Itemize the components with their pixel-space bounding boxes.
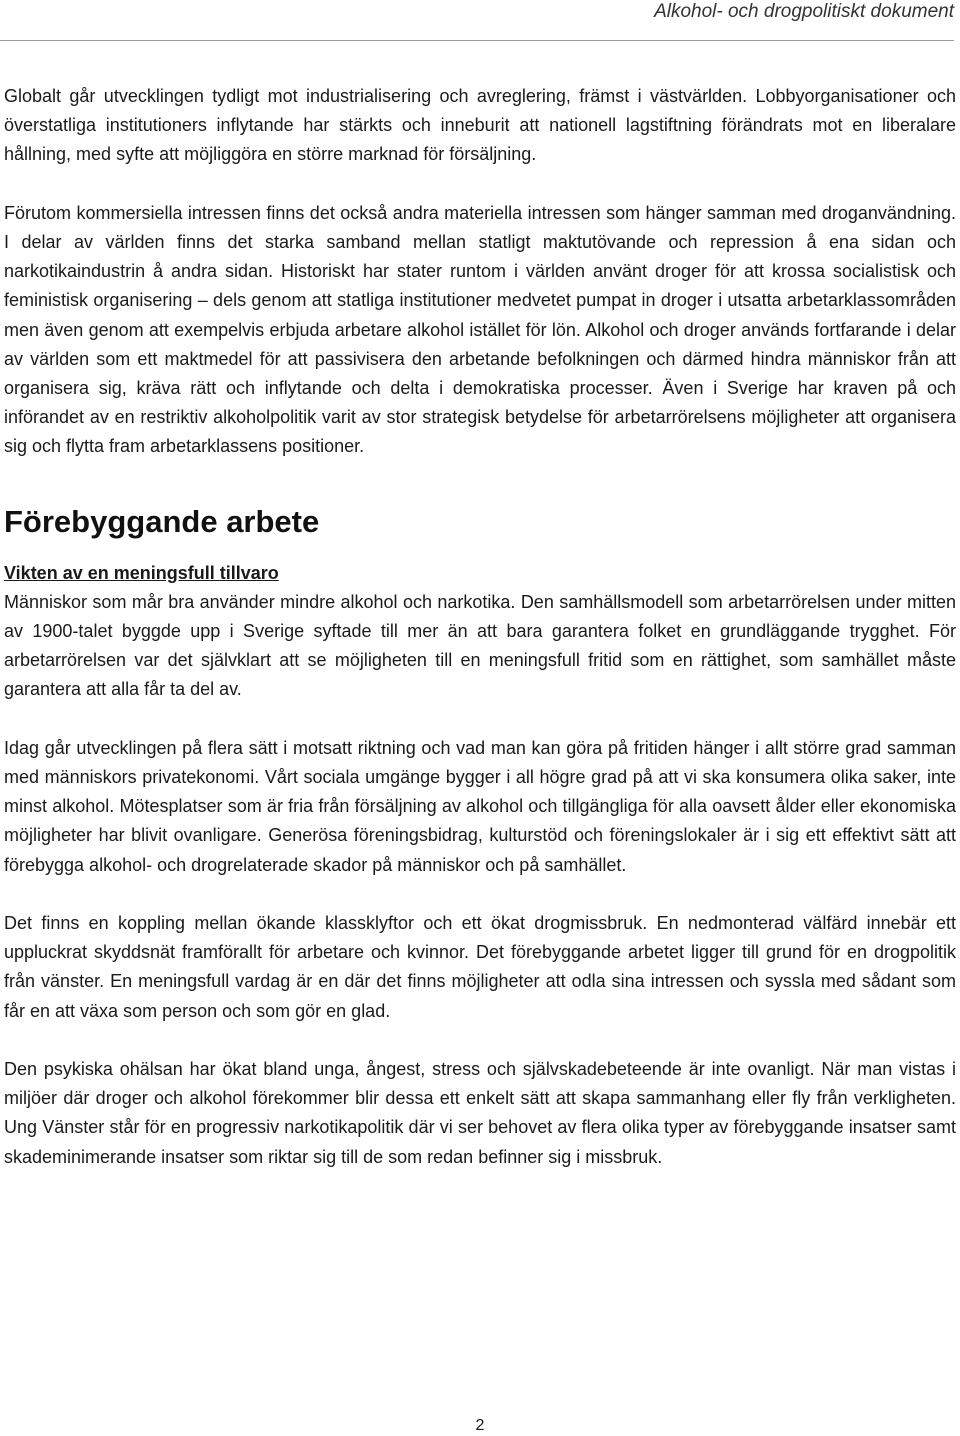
paragraph-leisure-economy: Idag går utvecklingen på flera sätt i motsatt riktning och vad man kan göra på fritiden hänger i allt större grad samman med människors privatekonomi. Vårt sociala umgänge bygger i all högre grad på att vi ska konsumera olika saker, inte minst alkohol. Mötesplatser som är fria från försäljning av alkohol och tillgängliga för alla oavsett ålder eller ekonomiska möjligheter har blivit ovanligare. Generösa föreningsbidrag, kulturstöd och föreningslokaler är i sig ett effektivt sätt att förebygga alkohol- och drogrelaterade skador på människor och på samhället. [4, 737, 956, 875]
paragraph-mental-health: Den psykiska ohälsan har ökat bland unga, ångest, stress och självskadebeteende är inte ovanligt. När man vistas i miljöer där droger och alkohol förekommer blir dessa ett enkelt sätt att skapa sammanhang eller fly från verkligheten. Ung Vänster står för en progressiv narkotikapolitik där vi ser behovet av flera olika typer av förebyggande insatser samt skademinimerande insatser som riktar sig till de som redan befinner sig i missbruk. [4, 1059, 956, 1167]
section-heading: Förebyggande arbete [4, 503, 320, 539]
paragraph-meaningful-life: Människor som mår bra använder mindre alkohol och narkotika. Den samhällsmodell som arbetarrörelsen under mitten av 1900-talet byggde upp i Sverige syftade till mer än att bara garantera folket en grundläggande trygghet. För arbetarrörelsen var det självklart att se möjligheten till en meningsfull fritid som en rättighet, som samhället måste garantera att alla får ta del av. [4, 591, 956, 700]
paragraph-class-divides: Det finns en koppling mellan ökande klassklyftor och ett ökat drogmissbruk. En nedmonterad välfärd innebär ett uppluckrat skyddsnät framförallt för arbetare och kvinnor. Det förebyggande arbetet ligger till grund för en drogpolitik från vänster. En meningsfull vardag är en där det finns möjligheter att odla sina intressen och syssla med sådant som får en att växa som person och som gör en glad. [4, 913, 956, 1021]
page-number: 2 [475, 1417, 485, 1434]
paragraph-globalization: Globalt går utvecklingen tydligt mot industrialisering och avreglering, främst i västvärlden. Lobbyorganisationer och överstatliga institutioners inflytande har stärkts och inneburit att nationell lagstiftning förändrats mot en liberalare hållning, med syfte att möjliggöra en större marknad för försäljning. [4, 86, 956, 165]
page-header [0, 0, 954, 41]
section-subheading: Vikten av en meningsfull tillvaro [4, 562, 279, 583]
document-title: Alkohol- och drogpolitiskt dokument [654, 1, 954, 22]
page-content [4, 82, 956, 1172]
paragraph-material-interests: Förutom kommersiella intressen finns det också andra materiella intressen som hänger samman med droganvändning. I delar av världen finns det starka samband mellan statligt maktutövande och repression å ena sidan och narkotikaindustrin å andra sidan. Historiskt har stater runtom i världen använt droger för att krossa socialistisk och feministisk organisering – dels genom att statliga institutioner medvetet pumpat in droger i utsatta arbetarklassområden men även genom att exempelvis erbjuda arbetare alkohol istället för lön. Alkohol och droger används fortfarande i delar av världen som ett maktmedel för att passivisera den arbetande befolkningen och därmed hindra människor från att organisera sig, kräva rätt och inflytande och delta i demokratiska processer. Även i Sverige har kraven på och införandet av en restriktiv alkoholpolitik varit av stor strategisk betydelse för arbetarrörelsens möjligheter att organisera sig och flytta fram arbetarklassens positioner. [4, 202, 956, 457]
